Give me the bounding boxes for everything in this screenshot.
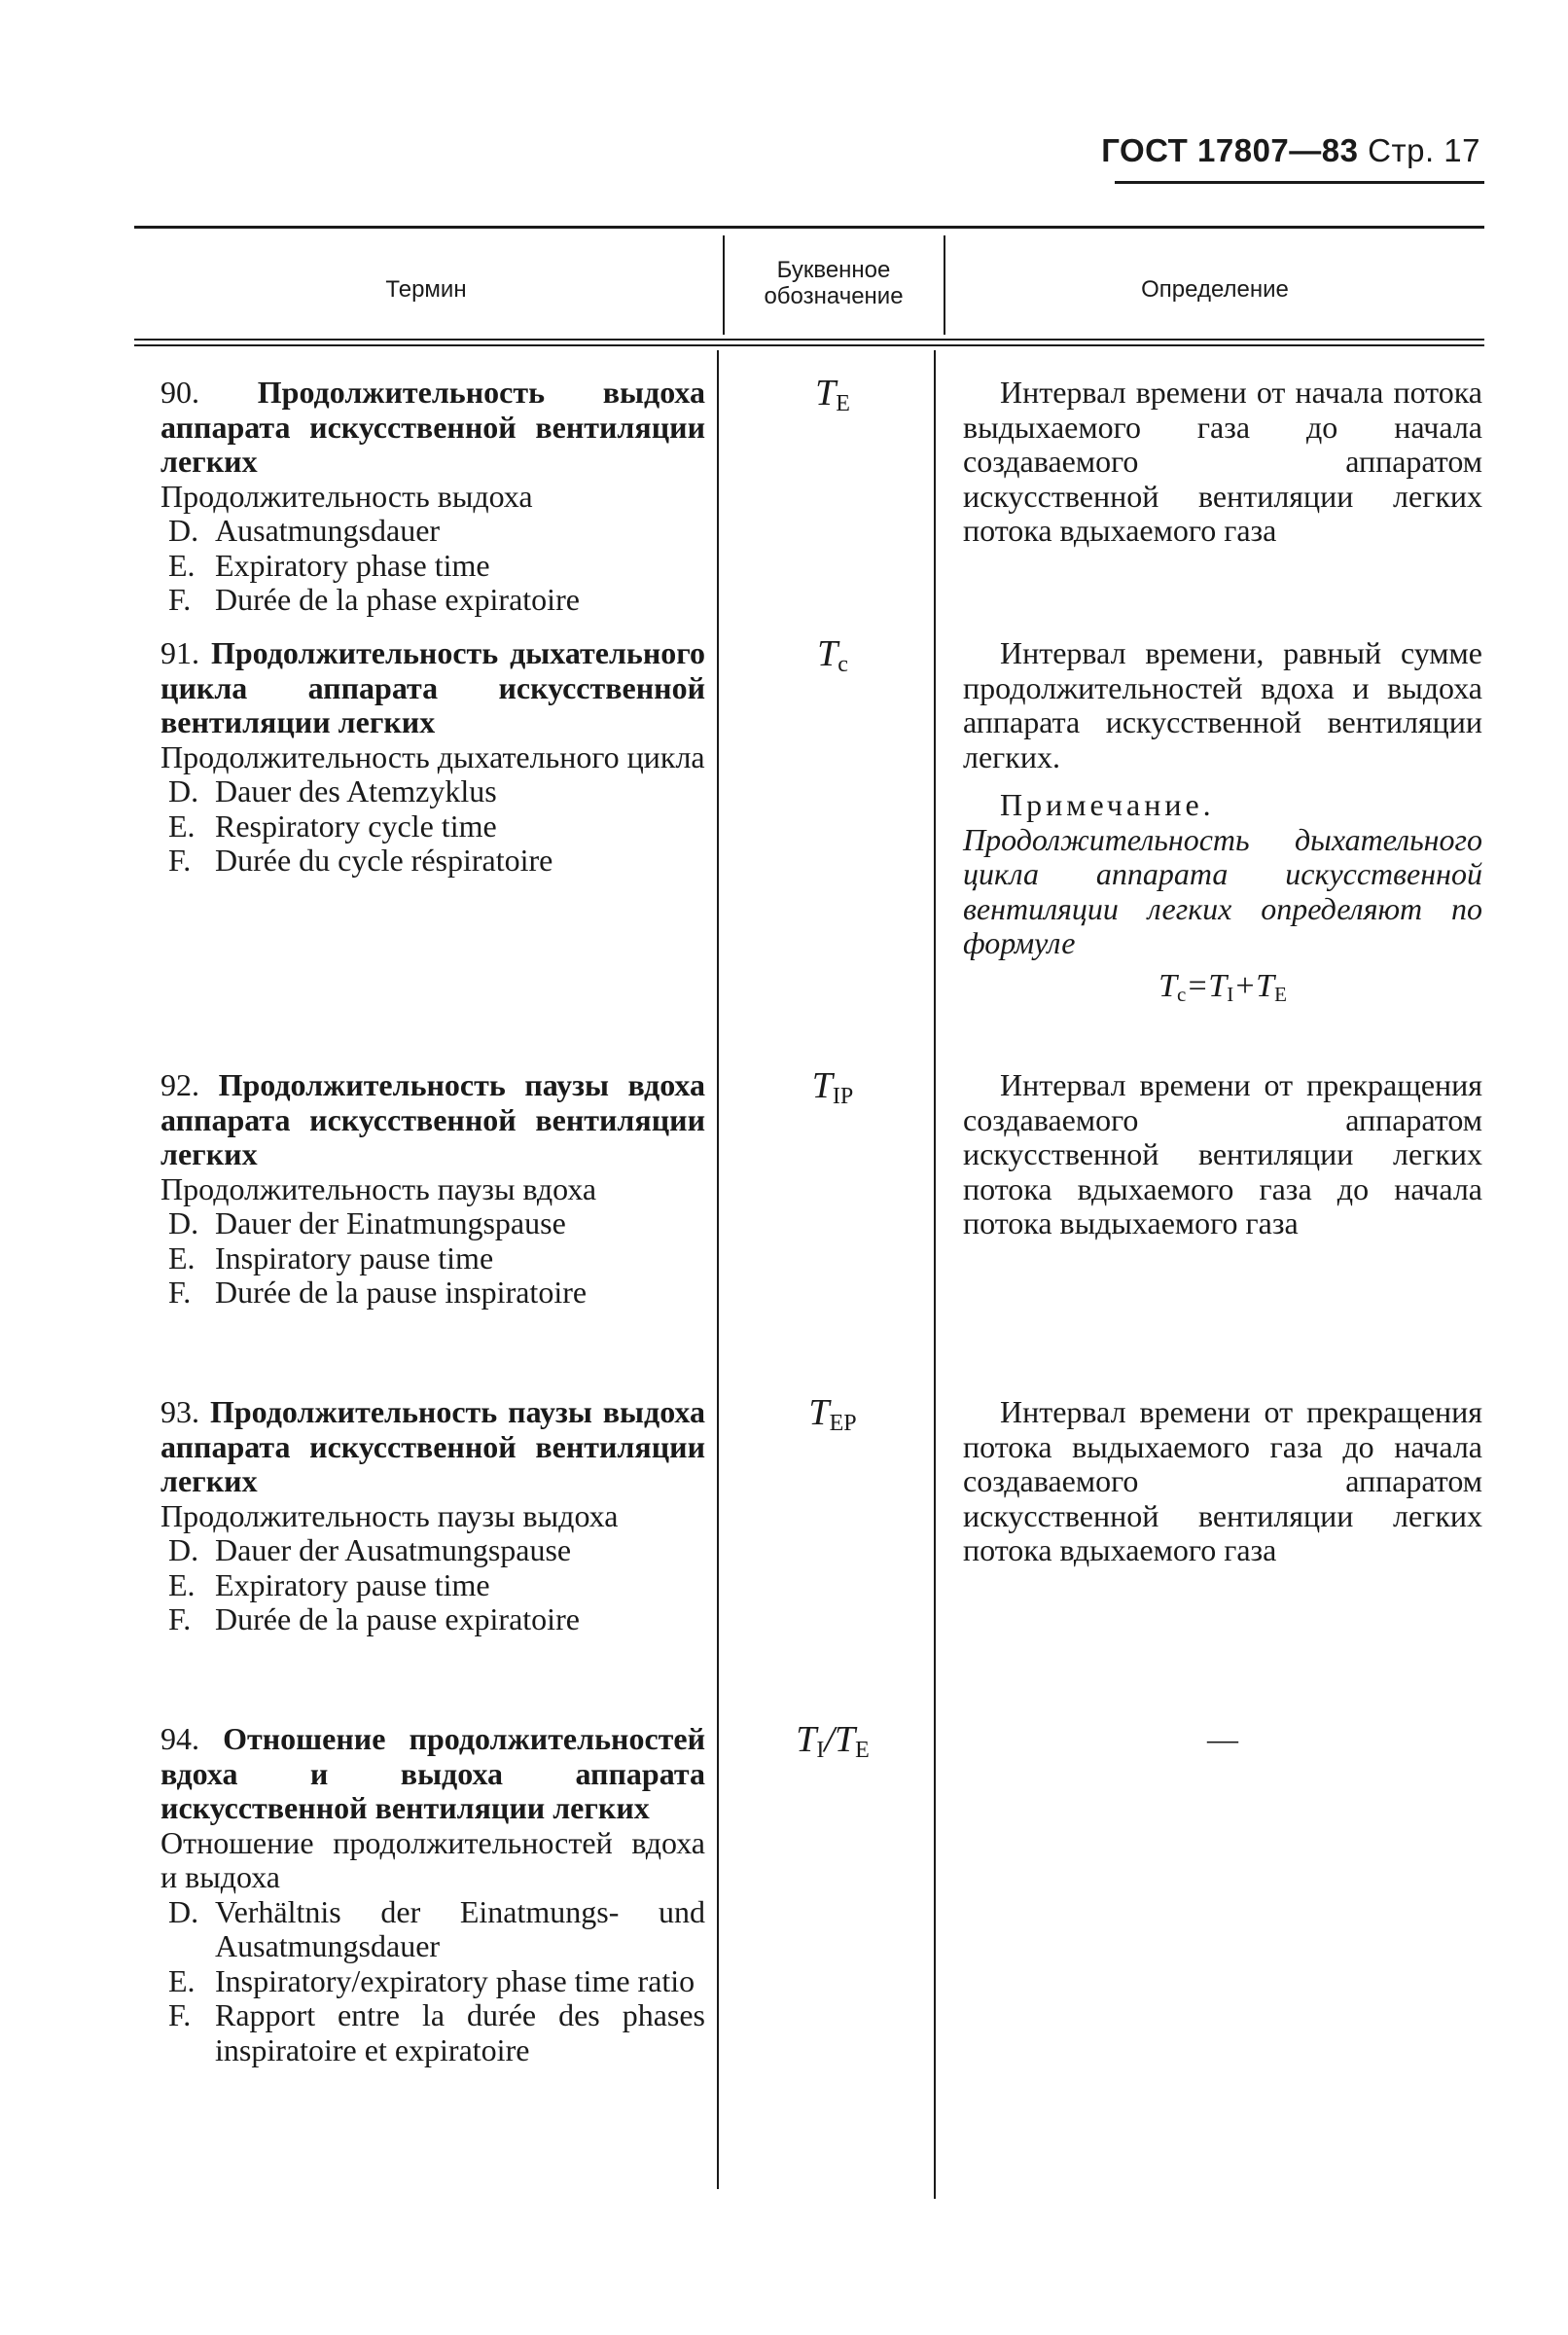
header-definition: Определение xyxy=(1141,276,1289,303)
entry-94-symbol: $T_I/T_E$ xyxy=(796,1719,870,1763)
table-header-rule-1 xyxy=(134,339,1484,341)
table-header-rule-2 xyxy=(134,344,1484,346)
term-en: E. Expiratory pause time xyxy=(168,1566,490,1602)
term-synonym: Продолжительность выдоха xyxy=(160,478,533,514)
term-en: E. Inspiratory/expiratory phase time ratio xyxy=(168,1962,695,1998)
term-name: Продолжительность паузы вдоха аппарата искусственной вентиляции легких xyxy=(160,1067,705,1171)
term-name: Продолжительность дыхательного цикла аппарата искусственной вентиляции легких xyxy=(160,635,705,739)
table-top-rule xyxy=(134,226,1484,229)
term-heading xyxy=(160,1395,705,1499)
term-heading xyxy=(160,376,705,480)
running-header xyxy=(1101,132,1480,169)
entry-93-symbol: $T_{EP}$ xyxy=(808,1392,857,1436)
term-en: E. Respiratory cycle time xyxy=(168,808,497,844)
term-number: 94. xyxy=(160,1721,199,1756)
term-number: 93. xyxy=(160,1394,199,1429)
term-de: D. Dauer der Ausatmungspause xyxy=(168,1532,572,1567)
term-de: D. Verhältnis der Einatmungs- und Ausatmungsdauer xyxy=(168,1893,705,1963)
term-synonym: Продолжительность паузы вдоха xyxy=(160,1170,597,1206)
term-heading xyxy=(160,636,705,740)
header-term: Термин xyxy=(385,276,467,303)
term-de: D. Ausatmungsdauer xyxy=(168,513,441,548)
term-heading xyxy=(160,1722,705,1826)
term-en: E. Inspiratory pause time xyxy=(168,1239,494,1275)
page-number: Стр. 17 xyxy=(1368,132,1480,168)
entry-90-term xyxy=(160,376,705,618)
column-divider-right xyxy=(934,350,936,2199)
entry-94-term xyxy=(160,1722,705,2067)
entry-91-definition: Интервал времени, равный сумме продолжительностей вдоха и выдоха аппарата искусственной вентиляции легких. Примечание. Продолжительность дыхательного цикла аппарата искусственной вентиляции легких определяют по формуле $T_c=T_I+T_E$ xyxy=(963,636,1482,1012)
term-heading xyxy=(160,1068,705,1172)
term-fr: F. Rapport entre la durée des phases inspiratoire et expiratoire xyxy=(168,1997,705,2067)
entry-90-definition: Интервал времени от начала потока выдыхаемого газа до начала создаваемого аппаратом искусственной вентиляции легких потока вдыхаемого газа xyxy=(963,375,1482,548)
entry-93-definition: Интервал времени от прекращения потока выдыхаемого газа до начала создаваемого аппаратом искусственной вентиляции легких потока вдыхаемого газа xyxy=(963,1394,1482,1567)
term-en: E. Expiratory phase time xyxy=(168,547,490,583)
entry-92-definition: Интервал времени от прекращения создаваемого аппаратом искусственной вентиляции легких потока вдыхаемого газа до начала потока выдыхаемого газа xyxy=(963,1067,1482,1240)
entry-91-symbol: $T_c$ xyxy=(817,633,848,677)
term-synonym: Продолжительность дыхательного цикла xyxy=(160,738,705,774)
entry-92-term xyxy=(160,1068,705,1311)
entry-91-term xyxy=(160,636,705,879)
term-name: Отношение продолжительностей вдоха и выдоха аппарата искусственной вентиляции легких xyxy=(160,1721,705,1825)
header-rule xyxy=(1115,181,1484,184)
header-symbol xyxy=(725,257,943,309)
term-number: 90. xyxy=(160,375,199,410)
column-divider-left xyxy=(717,350,719,2189)
term-fr: F. Durée de la pause expiratoire xyxy=(168,1601,580,1636)
term-synonym: Отношение продолжительностей вдоха и выдоха xyxy=(160,1824,705,1894)
entry-93-term xyxy=(160,1395,705,1637)
term-number: 92. xyxy=(160,1067,199,1102)
term-synonym: Продолжительность паузы выдоха xyxy=(160,1497,619,1533)
entry-92-symbol: $T_{IP}$ xyxy=(811,1065,854,1109)
entry-90-symbol: $T_E$ xyxy=(815,373,850,416)
header-symbol-line1: Буквенное xyxy=(776,257,891,283)
entry-94-definition: — xyxy=(1207,1721,1238,1756)
term-fr: F. Durée de la pause inspiratoire xyxy=(168,1275,588,1310)
standard-number: ГОСТ 17807—83 xyxy=(1101,132,1359,168)
term-name: Продолжительность паузы выдоха аппарата искусственной вентиляции легких xyxy=(160,1394,705,1498)
term-de: D. Dauer des Atemzyklus xyxy=(168,773,497,808)
term-number: 91. xyxy=(160,635,199,670)
term-fr: F. Durée de la phase expiratoire xyxy=(168,582,580,617)
term-name: Продолжительность выдоха аппарата искусственной вентиляции легких xyxy=(160,375,705,479)
entry-91-note: Примечание. Продолжительность дыхательного цикла аппарата искусственной вентиляции легких определяют по формуле xyxy=(963,787,1482,960)
header-symbol-line2: обозначение xyxy=(764,283,904,309)
term-de: D. Dauer der Einatmungspause xyxy=(168,1205,566,1240)
entry-91-formula: $T_c=T_I+T_E$ xyxy=(1158,967,1287,1006)
term-fr: F. Durée du cycle réspiratoire xyxy=(168,843,553,878)
